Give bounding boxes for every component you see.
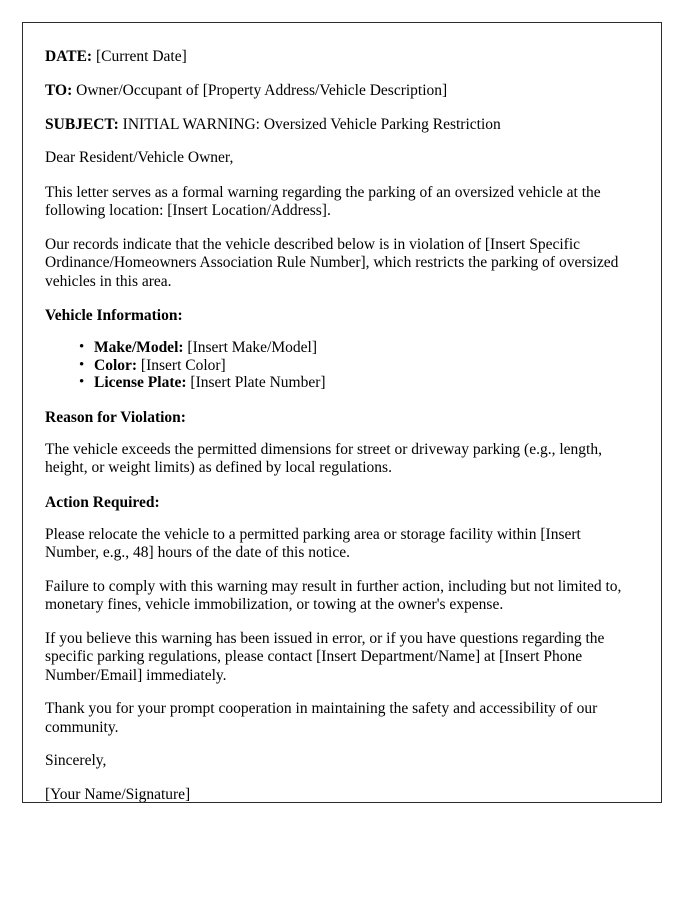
header-field-date [45, 47, 636, 66]
header-field-subject-label: SUBJECT: [45, 116, 119, 133]
reason-for-violation-heading: Reason for Violation: [45, 408, 186, 426]
signature-placeholder: [Your Name/Signature] [45, 785, 191, 803]
header-field-subject-value: INITIAL WARNING: Oversized Vehicle Parking Restriction [122, 116, 501, 133]
header-field-to [45, 81, 636, 100]
thanks-paragraph: Thank you for your prompt cooperation in maintaining the safety and accessibility of our community. [45, 700, 598, 736]
document-body [23, 23, 661, 803]
header-field-subject [45, 115, 636, 134]
action-relocate-text: Please relocate the vehicle to a permitted parking area or storage facility within [Insert Number, e.g., 48] hours of the date of this notice. [45, 525, 581, 561]
header-field-to-value: Owner/Occupant of [Property Address/Vehicle Description] [76, 82, 448, 99]
vehicle-color-value: [Insert Color] [140, 356, 226, 374]
intro-paragraph: This letter serves as a formal warning regarding the parking of an oversized vehicle at the following location: [Insert Location/Address]. [45, 183, 601, 219]
records-paragraph: Our records indicate that the vehicle described below is in violation of [Insert Specific Ordinance/Homeowners Association Rule Number], which restricts the parking of oversized vehicles in this area. [45, 235, 619, 290]
vehicle-make-model-value: [Insert Make/Model] [187, 339, 317, 356]
action-contact-text: If you believe this warning has been issued in error, or if you have questions regarding the specific parking regulations, please contact [Insert Department/Name] at [Insert Phone Number/Email] immediately. [45, 629, 605, 684]
document-page [22, 22, 662, 803]
vehicle-color-label: Color: [94, 356, 138, 374]
vehicle-license-plate-value: [Insert Plate Number] [190, 374, 326, 391]
vehicle-make-model-label: Make/Model: [94, 339, 184, 356]
header-field-date-value: [Current Date] [95, 48, 187, 65]
header-field-to-label: TO: [45, 82, 73, 99]
vehicle-information-heading: Vehicle Information: [45, 307, 183, 324]
list-item [94, 357, 636, 375]
action-required-heading: Action Required: [45, 493, 160, 511]
list-item [94, 339, 636, 357]
vehicle-license-plate-label: License Plate: [94, 374, 187, 391]
header-field-date-label: DATE: [45, 48, 93, 65]
action-failure-text: Failure to comply with this warning may result in further action, including but not limited to, monetary fines, vehicle immobilization, or towing at the owner's expense. [45, 577, 622, 613]
closing-salutation: Sincerely, [45, 752, 107, 769]
reason-for-violation-text: The vehicle exceeds the permitted dimensions for street or driveway parking (e.g., length, height, or weight limits) as defined by local regulations. [45, 440, 602, 476]
list-item [94, 374, 636, 392]
vehicle-information-list [45, 339, 636, 392]
salutation: Dear Resident/Vehicle Owner, [45, 149, 234, 166]
